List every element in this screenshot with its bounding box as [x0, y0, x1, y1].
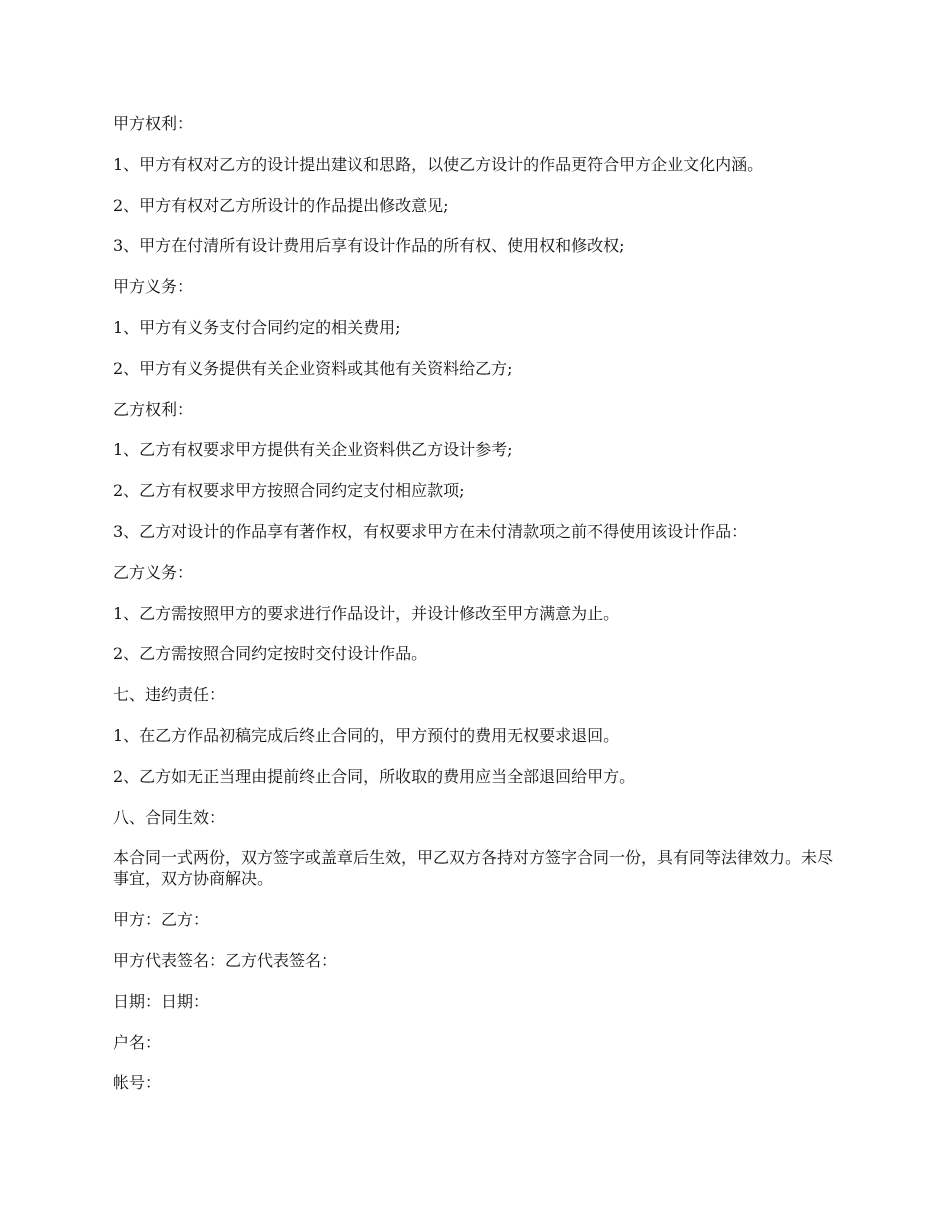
account-number-line: 帐号：	[113, 1073, 162, 1093]
signature-date-line: 日期：日期：	[113, 991, 210, 1011]
section-heading-contract-effect: 八、合同生效：	[113, 807, 226, 827]
paragraph: 1、乙方有权要求甲方提供有关企业资料供乙方设计参考;	[113, 440, 513, 460]
account-name-line: 户名：	[113, 1032, 162, 1052]
section-heading-party-a-obligations: 甲方义务：	[113, 277, 194, 297]
section-heading-party-a-rights: 甲方权利：	[113, 114, 194, 133]
signature-representatives-line: 甲方代表签名：乙方代表签名：	[113, 950, 338, 970]
paragraph: 2、乙方有权要求甲方按照合同约定支付相应款项;	[113, 481, 465, 501]
paragraph: 3、乙方对设计的作品享有著作权，有权要求甲方在未付清款项之前不得使用该设计作品：	[113, 521, 748, 541]
paragraph: 2、甲方有义务提供有关企业资料或其他有关资料给乙方;	[113, 358, 513, 378]
document-page	[113, 113, 843, 1113]
paragraph: 2、甲方有权对乙方所设计的作品提出修改意见;	[113, 195, 449, 215]
paragraph: 2、乙方需按照合同约定按时交付设计作品。	[113, 644, 428, 664]
paragraph: 1、在乙方作品初稿完成后终止合同的，甲方预付的费用无权要求退回。	[113, 725, 620, 745]
signature-parties-line: 甲方：乙方：	[113, 910, 210, 930]
paragraph: 1、乙方需按照甲方的要求进行作品设计，并设计修改至甲方满意为止。	[113, 603, 620, 623]
paragraph: 3、甲方在付清所有设计费用后享有设计作品的所有权、使用权和修改权;	[113, 236, 625, 256]
paragraph: 本合同一式两份，双方签字或盖章后生效，甲乙双方各持对方签字合同一份，具有同等法律效力。未尽事宜，双方协商解决。	[113, 848, 834, 889]
section-heading-breach-liability: 七、违约责任：	[113, 685, 226, 705]
paragraph: 1、甲方有义务支付合同约定的相关费用;	[113, 317, 401, 337]
paragraph: 1、甲方有权对乙方的设计提出建议和思路，以使乙方设计的作品更符合甲方企业文化内涵。	[113, 154, 764, 174]
section-heading-party-b-rights: 乙方权利：	[113, 399, 194, 419]
paragraph: 2、乙方如无正当理由提前终止合同，所收取的费用应当全部退回给甲方。	[113, 766, 636, 786]
section-heading-party-b-obligations: 乙方义务：	[113, 562, 194, 582]
